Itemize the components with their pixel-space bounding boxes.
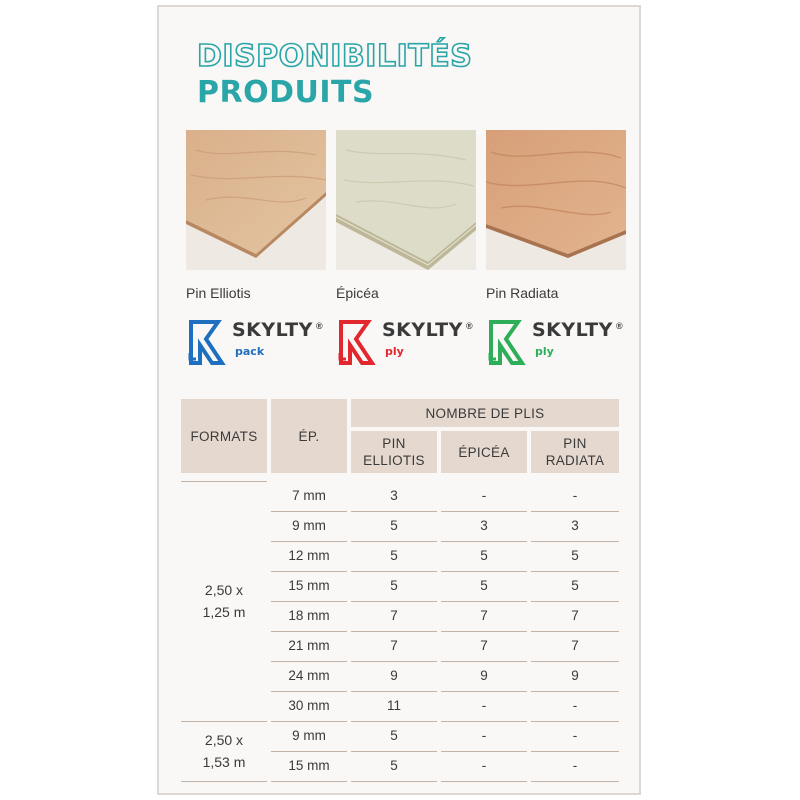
thickness-cell: 30 mm	[288, 698, 330, 713]
plis-count-cell: 3	[480, 518, 488, 533]
plis-count-cell: -	[481, 698, 487, 713]
group-divider	[181, 721, 267, 722]
plis-count-cell: 7	[480, 608, 488, 623]
product-label-pin-elliotis: Pin Elliotis	[186, 285, 251, 301]
product-label-pin-radiata: Pin Radiata	[486, 285, 559, 301]
thickness-cell: 21 mm	[288, 638, 330, 653]
thickness-cell: 9 mm	[292, 728, 326, 743]
header-epicea: ÉPICÉA	[441, 431, 527, 473]
thickness-cell: 12 mm	[288, 548, 330, 563]
skylty-ply-green-reg: ®	[616, 321, 623, 331]
skylty-pack-logo	[188, 313, 324, 375]
plis-count-cell: 5	[390, 728, 398, 743]
plis-count-cell: 7	[480, 638, 488, 653]
plis-count-cell: 7	[390, 638, 398, 653]
row-divider	[531, 781, 619, 782]
format-cell: 2,50 x 1,25 m	[202, 582, 246, 620]
plis-count-cell: 5	[390, 548, 398, 563]
epicea-photo	[336, 130, 476, 270]
header-pin-radiata: PIN RADIATA	[531, 431, 619, 473]
plis-count-cell: -	[572, 488, 578, 503]
plis-count-cell: 5	[390, 518, 398, 533]
plis-count-cell: -	[572, 728, 578, 743]
plis-count-cell: 5	[571, 578, 579, 593]
skylty-pack-brand: SKYLTY	[232, 319, 313, 341]
skylty-ply-red-sub: ply	[385, 345, 404, 358]
skylty-mark-red-icon	[338, 319, 380, 367]
plis-count-cell: -	[572, 698, 578, 713]
plis-count-cell: 11	[386, 698, 401, 713]
thickness-cell: 15 mm	[288, 578, 330, 593]
format-cell: 2,50 x 1,53 m	[202, 732, 246, 770]
plis-count-cell: -	[481, 728, 487, 743]
plis-count-cell: -	[481, 758, 487, 773]
header-ep: ÉP.	[271, 399, 347, 473]
skylty-mark-green-icon	[488, 319, 530, 367]
skylty-mark-blue-icon	[188, 319, 230, 367]
title-line-2: PRODUITS	[197, 75, 375, 110]
row-divider	[441, 781, 527, 782]
pin-radiata-photo	[486, 130, 626, 270]
plis-count-cell: 5	[480, 548, 488, 563]
skylty-pack-sub: pack	[235, 345, 265, 358]
thickness-cell: 9 mm	[292, 518, 326, 533]
header-formats: FORMATS	[181, 399, 267, 473]
skylty-ply-red-logo	[338, 313, 474, 375]
plis-count-cell: 3	[390, 488, 398, 503]
skylty-ply-green-logo	[488, 313, 624, 375]
plis-count-cell: 5	[571, 548, 579, 563]
skylty-ply-green-brand: SKYLTY	[532, 319, 613, 341]
skylty-ply-green-sub: ply	[535, 345, 554, 358]
plis-count-cell: -	[572, 758, 578, 773]
thickness-cell: 7 mm	[292, 488, 326, 503]
plis-count-cell: 5	[480, 578, 488, 593]
header-pin-elliotis: PIN ELLIOTIS	[351, 431, 437, 473]
title-line-1: DISPONIBILITÉS	[197, 39, 473, 74]
row-divider	[351, 781, 437, 782]
plis-count-cell: 7	[390, 608, 398, 623]
plis-count-cell: 3	[571, 518, 579, 533]
availability-card	[157, 5, 641, 795]
plis-count-cell: 9	[480, 668, 488, 683]
skylty-ply-red-brand: SKYLTY	[382, 319, 463, 341]
group-divider	[181, 781, 267, 782]
plis-count-cell: 5	[390, 758, 398, 773]
skylty-pack-reg: ®	[316, 321, 323, 331]
pin-elliotis-photo	[186, 130, 326, 270]
page-title	[197, 39, 472, 111]
header-nombre-de-plis: NOMBRE DE PLIS	[351, 399, 619, 427]
plis-count-cell: 9	[390, 668, 398, 683]
plis-count-cell: -	[481, 488, 487, 503]
plis-count-cell: 7	[571, 608, 579, 623]
thickness-cell: 15 mm	[288, 758, 330, 773]
plis-count-cell: 7	[571, 638, 579, 653]
thickness-cell: 18 mm	[288, 608, 330, 623]
skylty-ply-red-reg: ®	[466, 321, 473, 331]
plis-count-cell: 5	[390, 578, 398, 593]
product-label-epicea: Épicéa	[336, 285, 379, 301]
group-divider	[181, 481, 267, 482]
plis-count-cell: 9	[571, 668, 579, 683]
thickness-cell: 24 mm	[288, 668, 330, 683]
row-divider	[271, 781, 347, 782]
